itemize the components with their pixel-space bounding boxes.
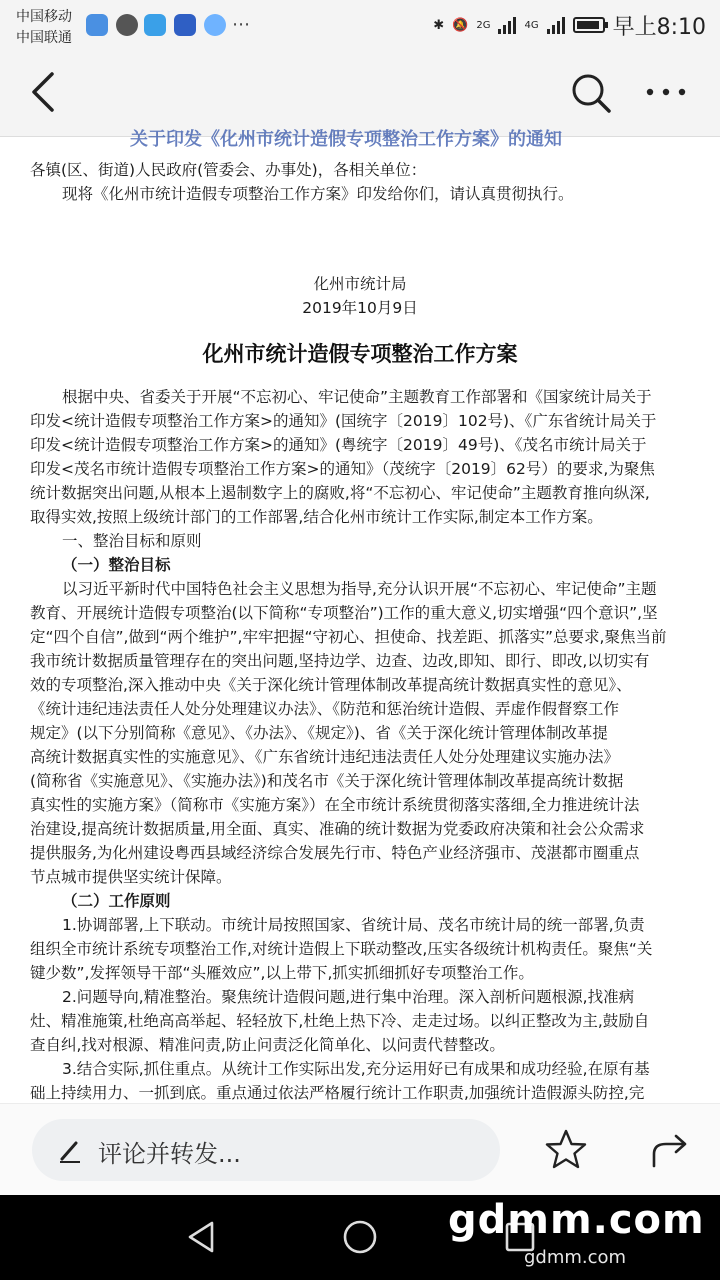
goal-line: 规定》(以下分别简称《意见》、《办法》、《规定》)、省《关于深化统计管理体制改革提	[30, 724, 608, 742]
carrier-1: 中国移动	[16, 9, 72, 25]
intro-line: 统计数据突出问题,从根本上遏制数字上的腐败,将“不忘初心、牢记使命”主题教育推向纵深,	[30, 484, 650, 502]
battery-icon	[573, 17, 605, 33]
principle-line: 2.问题导向,精准整治。聚焦统计造假问题,进行集中治理。深入剖析问题根源,找准病	[62, 988, 635, 1006]
intro-line: 印发<统计造假专项整治工作方案>的通知》(国统字〔2019〕102号)、《广东省统计局关于	[30, 412, 657, 430]
cut-off-title: 关于印发《化州市统计造假专项整治工作方案》的通知	[130, 129, 562, 150]
search-button[interactable]	[570, 72, 612, 114]
watermark-large: gdmm.com	[448, 1197, 705, 1243]
goal-line: 节点城市提供坚实统计保障。	[30, 868, 232, 886]
goal-line: 《统计违纪违法责任人处分处理建议办法》、《防范和惩治统计造假、弄虚作假督察工作	[30, 700, 620, 718]
browser-app-icon	[204, 14, 226, 36]
goal-line: 以习近平新时代中国特色社会主义思想为指导,充分认识开展“不忘初心、牢记使命”主题	[62, 580, 657, 598]
principle-line: 灶、精准施策,杜绝高高举起、轻轻放下,杜绝上热下冷、走走过场。以纠正整改为主,鼓励自	[30, 1012, 650, 1030]
triangle-back-icon	[182, 1217, 222, 1257]
back-button[interactable]	[26, 70, 60, 114]
carrier-2: 中国联通	[16, 30, 72, 46]
principle-line: 查自纠,找对根源、精准问责,防止问责泛化简单化、以问责代替整改。	[30, 1036, 505, 1054]
more-button[interactable]	[644, 80, 688, 104]
nav-bar	[0, 50, 720, 137]
search-icon	[570, 72, 612, 114]
notice-text: 现将《化州市统计造假专项整治工作方案》印发给你们，请认真贯彻执行。	[62, 185, 574, 203]
signal-2-icon	[547, 16, 565, 34]
mute-icon: 🔕	[452, 17, 469, 33]
comment-input[interactable]	[32, 1119, 500, 1181]
pencil-icon	[56, 1137, 84, 1165]
system-back-button[interactable]	[182, 1217, 222, 1257]
doc-title: 化州市统计造假专项整治工作方案	[202, 342, 518, 366]
network-label-2: 4G	[524, 19, 539, 31]
sub-heading: （一）整治目标	[62, 556, 171, 574]
goal-line: 治建设,提高统计数据质量,用全面、真实、准确的统计数据为党委政府决策和社会公众需求	[30, 820, 645, 838]
principle-line: 础上持续用力、一抓到底。重点通过依法严格履行统计工作职责,加强统计造假源头防控,完	[30, 1084, 645, 1102]
principle-line: 键少数”,发挥领导干部“头雁效应”,以上带下,抓实抓细抓好专项整治工作。	[30, 964, 534, 982]
status-indicators	[433, 12, 706, 38]
issuer: 化州市统计局	[313, 275, 407, 293]
goal-line: 提供服务,为化州建设粤西县域经济综合发展先行市、特色产业经济强市、茂湛都市圈重点	[30, 844, 640, 862]
intro-line: 取得实效,按照上级统计部门的工作部署,结合化州市统计工作实际,制定本工作方案。	[30, 508, 603, 526]
system-home-button[interactable]	[340, 1217, 380, 1257]
share-button[interactable]	[648, 1128, 692, 1172]
article-content[interactable]	[0, 129, 720, 1103]
network-label-1: 2G	[476, 19, 491, 31]
more-notifications-icon: ⋯	[232, 14, 250, 35]
intro-line: 印发<茂名市统计造假专项整治工作方案>的通知》（茂统字〔2019〕62号）的要求,为聚焦	[30, 460, 655, 478]
goal-line: 高统计数据真实性的实施意见》、《广东省统计违纪违法责任人处分处理建议实施办法》	[30, 748, 620, 766]
system-nav-bar	[0, 1195, 720, 1280]
goal-line: (简称省《实施意见》、《实施办法》)和茂名市《关于深化统计管理体制改革提高统计数据	[30, 772, 624, 790]
intro-line: 根据中央、省委关于开展“不忘初心、牢记使命”主题教育工作部署和《国家统计局关于	[62, 388, 652, 406]
addressee: 各镇(区、街道)人民政府(管委会、办事处)，各相关单位：	[30, 161, 427, 179]
principle-line: 3.结合实际,抓住重点。从统计工作实际出发,充分运用好已有成果和成功经验,在原有基	[62, 1060, 650, 1078]
comment-bar	[0, 1103, 720, 1196]
goal-line: 效的专项整治,深入推动中央《关于深化统计管理体制改革提高统计数据真实性的意见》、	[30, 676, 632, 694]
more-icon	[644, 80, 688, 104]
sub-heading: （二）工作原则	[62, 892, 171, 910]
signal-1-icon	[498, 16, 516, 34]
favorite-button[interactable]	[544, 1128, 588, 1172]
status-bar	[0, 0, 720, 50]
share-arrow-icon	[648, 1128, 692, 1172]
goal-line: 定“四个自信”,做到“两个维护”,牢牢把握“守初心、担使命、找差距、抓落实”总要求,聚焦当前	[30, 628, 667, 646]
shield-app-icon	[86, 14, 108, 36]
news-app-icon	[174, 14, 196, 36]
chevron-left-icon	[26, 70, 60, 114]
comment-placeholder: 评论并转发...	[98, 1140, 241, 1168]
issue-date: 2019年10月9日	[302, 299, 418, 317]
status-time: 早上8:10	[612, 14, 706, 40]
bluetooth-icon: ✱	[433, 17, 445, 33]
chat-bubble-icon	[116, 14, 138, 36]
paper-plane-icon	[144, 14, 166, 36]
circle-home-icon	[340, 1217, 380, 1257]
star-icon	[544, 1128, 588, 1172]
watermark-small: gdmm.com	[524, 1247, 627, 1268]
goal-line: 我市统计数据质量管理存在的突出问题,坚持边学、边查、边改,即知、即行、即改,以切实有	[30, 652, 650, 670]
goal-line: 教育、开展统计造假专项整治(以下简称“专项整治”)工作的重大意义,切实增强“四个意识”,坚	[30, 604, 658, 622]
principle-line: 组织全市统计系统专项整治工作,对统计造假上下联动整改,压实各级统计机构责任。聚焦“关	[30, 940, 653, 958]
intro-line: 印发<统计造假专项整治工作方案>的通知》(粤统字〔2019〕49号)、《茂名市统计局关于	[30, 436, 647, 454]
section-heading: 一、整治目标和原则	[62, 532, 202, 550]
goal-line: 真实性的实施方案》（简称市《实施方案》）在全市统计系统贯彻落实落细,全力推进统计法	[30, 796, 640, 814]
principle-line: 1.协调部署,上下联动。市统计局按照国家、省统计局、茂名市统计局的统一部署,负责	[62, 916, 645, 934]
